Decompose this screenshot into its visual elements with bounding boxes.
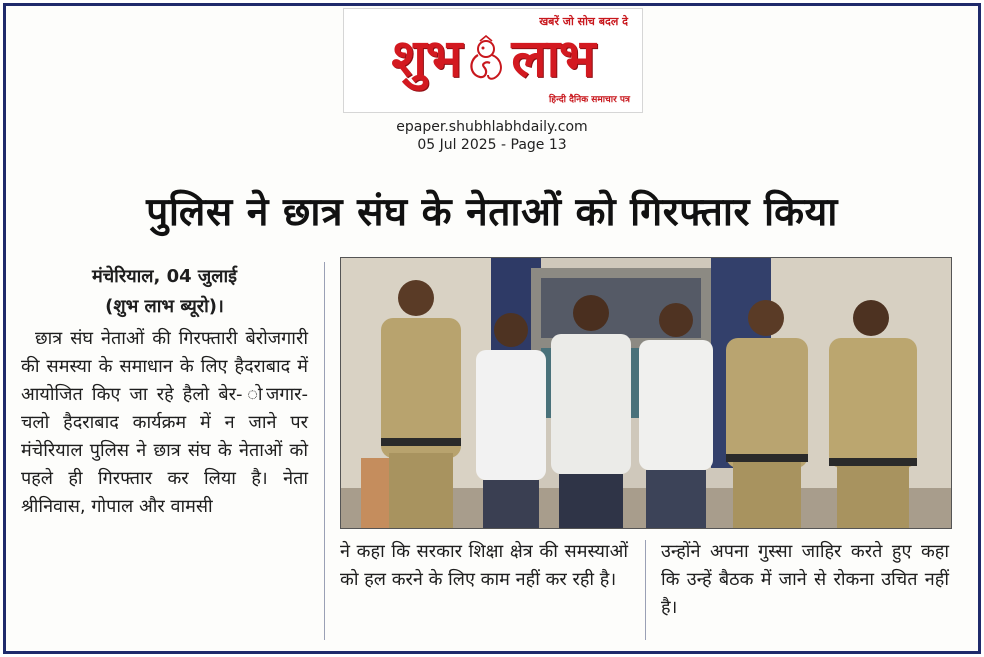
column-divider — [324, 262, 325, 640]
article-column-3: उन्होंने अपना गुस्सा जाहिर करते हुए कहा कि उन्हें बैठक में जाने से रोकना उचित नहीं है। — [661, 541, 949, 618]
masthead-subtagline: हिन्दी दैनिक समाचार पत्र — [548, 95, 630, 105]
masthead-tagline: खबरें जो सोच बदल दे — [539, 15, 628, 28]
article-photo — [340, 257, 952, 529]
source-info — [0, 118, 984, 154]
article-column-1 — [21, 262, 308, 521]
article-text-col1: छात्र संघ नेताओं की गिरफ्तारी बेरोजगारी की समस्या के समाधान के लिए हैदराबाद में आयोजित किए जा रहे हैलो बेर- ोजगार-चलो हैदराबाद कार्यक्रम में न जाने पर मंचेरियाल पुलिस ने छात्र संघ के नेताओं को पहले ही गिरफ्तार कर लिया है। नेता श्रीनिवास, गोपाल और वामसी — [21, 328, 308, 517]
logo-text-right: लाभ — [511, 28, 595, 89]
edition-date-page: 05 Jul 2025 - Page 13 — [417, 137, 567, 153]
ganesha-emblem-icon — [464, 35, 508, 83]
article-bureau: (शुभ लाभ ब्यूरो)। — [105, 296, 224, 317]
photo-illustration — [341, 258, 951, 528]
article-headline: पुलिस ने छात्र संघ के नेताओं को गिरफ्तार किया — [146, 190, 838, 235]
article-dateline: मंचेरियाल, 04 जुलाई — [91, 266, 237, 287]
masthead — [343, 8, 643, 113]
article-column-2: ने कहा कि सरकार शिक्षा क्षेत्र की समस्याओं को हल करने के लिए काम नहीं कर रही है। — [340, 541, 628, 590]
epaper-url[interactable]: epaper.shubhlabhdaily.com — [396, 119, 588, 135]
logo-text-left: शुभ — [391, 28, 462, 89]
newspaper-logo — [348, 25, 638, 93]
column-divider — [645, 540, 646, 640]
